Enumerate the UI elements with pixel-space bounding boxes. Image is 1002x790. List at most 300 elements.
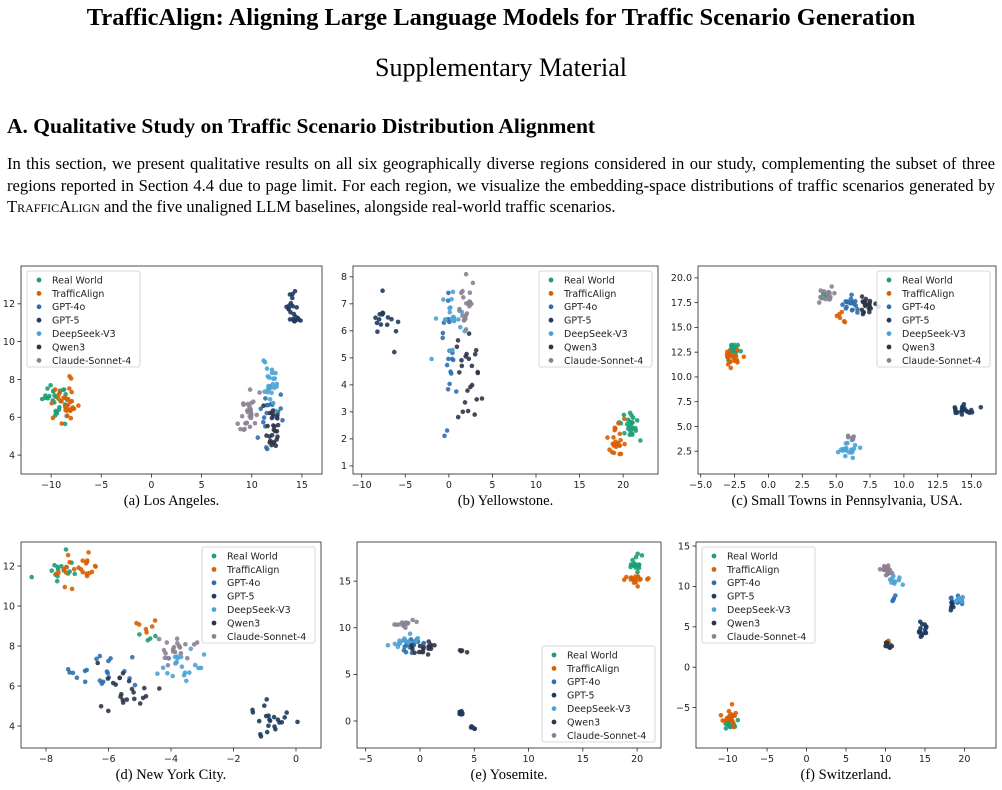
scatter-point: [867, 310, 872, 315]
scatter-point: [273, 376, 278, 381]
legend-marker: [37, 304, 42, 309]
scatter-point: [461, 410, 466, 415]
scatter-point: [99, 704, 104, 709]
y-tick-label: 12: [2, 299, 15, 311]
scatter-point: [268, 719, 273, 724]
scatter-point: [403, 626, 408, 631]
scatter-panel: [671, 266, 996, 509]
scatter-point: [611, 435, 616, 440]
legend-label: Claude-Sonnet-4: [227, 631, 307, 643]
scatter-point: [970, 410, 975, 415]
scatter-point: [901, 582, 906, 587]
x-tick-label: −10: [717, 754, 738, 765]
scatter-point: [474, 348, 479, 353]
scatter-point: [850, 308, 855, 313]
scatter-point: [843, 454, 848, 459]
legend-label: GPT-5: [567, 690, 595, 702]
legend-label: TrafficAlign: [902, 288, 955, 300]
scatter-point: [429, 357, 434, 362]
scatter-point: [263, 396, 268, 401]
scatter-point: [66, 667, 71, 672]
legend-marker: [887, 318, 892, 323]
legend-marker: [552, 693, 557, 698]
scatter-point: [55, 579, 60, 584]
scatter-point: [187, 670, 192, 675]
scatter-point: [155, 671, 160, 676]
scatter-point: [832, 291, 837, 296]
scatter-point: [407, 639, 412, 644]
scatter-point: [199, 666, 204, 671]
scatter-point: [117, 676, 122, 681]
scatter-point: [725, 716, 730, 721]
legend-label: TrafficAlign: [564, 288, 617, 300]
scatter-point: [729, 366, 734, 371]
legend-label: Real World: [727, 551, 778, 563]
scatter-point: [262, 415, 267, 420]
scatter-point: [66, 553, 71, 558]
scatter-point: [965, 409, 970, 414]
scatter-point: [617, 452, 622, 457]
scatter-point: [465, 388, 470, 393]
scatter-point: [392, 622, 397, 627]
scatter-point: [622, 413, 627, 418]
scatter-point: [127, 679, 132, 684]
scatter-point: [956, 598, 961, 603]
legend: [877, 271, 990, 367]
scatter-point: [850, 435, 855, 440]
legend-label: DeepSeek-V3: [564, 329, 628, 340]
scatter-point: [266, 713, 271, 718]
figure-caption: (f) Switzerland.: [800, 767, 892, 783]
scatter-point: [464, 327, 469, 332]
scatter-point: [841, 447, 846, 452]
scatter-point: [472, 412, 477, 417]
y-tick-label: 8: [8, 374, 15, 386]
scatter-point: [951, 605, 956, 610]
scatter-point: [253, 421, 258, 426]
scatter-point: [266, 724, 271, 729]
scatter-point: [884, 640, 889, 645]
scatter-point: [616, 421, 621, 426]
paper-subtitle: Supplementary Material: [375, 53, 627, 82]
scatter-point: [137, 632, 142, 637]
scatter-point: [451, 290, 456, 295]
legend-label: Qwen3: [567, 717, 601, 729]
scatter-point: [624, 575, 629, 580]
scatter-point: [730, 720, 735, 725]
y-tick-label: 5: [344, 669, 351, 681]
scatter-point: [630, 558, 635, 563]
scatter-point: [445, 363, 450, 368]
figure-caption: (a) Los Angeles.: [123, 493, 220, 509]
scatter-point: [65, 403, 70, 408]
scatter-point: [471, 281, 476, 286]
scatter-point: [731, 725, 736, 730]
scatter-point: [173, 650, 178, 655]
scatter-point: [397, 642, 402, 647]
scatter-point: [432, 643, 437, 648]
scatter-point: [640, 553, 645, 558]
x-tick-label: 15: [295, 480, 308, 491]
scatter-point: [817, 300, 822, 305]
scatter-point: [85, 558, 90, 563]
scatter-point: [950, 600, 955, 605]
section-heading: A. Qualitative Study on Traffic Scenario Distribution Alignment: [7, 114, 596, 138]
legend-label: GPT-4o: [52, 302, 86, 314]
legend-marker: [712, 554, 717, 559]
scatter-point: [635, 584, 640, 589]
scatter-point: [454, 389, 459, 394]
scatter-point: [264, 445, 269, 450]
scatter-point: [261, 403, 266, 408]
scatter-point: [632, 580, 637, 585]
scatter-point: [273, 429, 278, 434]
scatter-point: [441, 331, 446, 336]
scatter-point: [434, 316, 439, 321]
scatter-point: [257, 719, 262, 724]
scatter-point: [267, 385, 272, 390]
scatter-point: [248, 387, 253, 392]
scatter-point: [860, 308, 865, 313]
scatter-point: [629, 421, 634, 426]
legend: [27, 271, 140, 367]
scatter-point: [726, 355, 731, 360]
scatter-point: [291, 317, 296, 322]
scatter-point: [849, 301, 854, 306]
scatter-point: [825, 291, 830, 296]
scatter-point: [255, 435, 260, 440]
scatter-point: [161, 666, 166, 671]
legend-marker: [212, 580, 217, 585]
scatter-point: [849, 297, 854, 302]
scatter-point: [412, 651, 417, 656]
legend-marker: [887, 358, 892, 363]
scatter-point: [463, 400, 468, 405]
scatter-point: [849, 293, 854, 298]
scatter-point: [480, 396, 485, 401]
y-tick-label: 10.0: [670, 372, 692, 384]
legend-marker: [549, 358, 554, 363]
legend-marker: [212, 634, 217, 639]
method-name: TrafficAlign: [7, 197, 100, 216]
scatter-point: [280, 418, 285, 423]
scatter-point: [258, 732, 263, 737]
y-tick-label: 4: [8, 721, 15, 733]
scatter-point: [62, 567, 67, 572]
scatter-point: [851, 456, 856, 461]
scatter-point: [888, 568, 893, 573]
scatter-point: [474, 397, 479, 402]
legend-marker: [712, 594, 717, 599]
scatter-point: [953, 411, 958, 416]
scatter-point: [294, 305, 299, 310]
scatter-point: [470, 364, 475, 369]
scatter-point: [736, 718, 741, 723]
scatter-point: [272, 424, 277, 429]
legend-label: Qwen3: [564, 342, 598, 354]
legend-marker: [549, 304, 554, 309]
scatter-point: [235, 421, 240, 426]
scatter-point: [165, 640, 170, 645]
legend-label: DeepSeek-V3: [567, 704, 631, 715]
scatter-point: [272, 386, 277, 391]
paragraph-part-2: and the five unaligned LLM baselines, alongside real-world traffic scenarios.: [99, 197, 616, 216]
y-tick-label: 10: [2, 336, 15, 348]
scatter-point: [457, 307, 462, 312]
scatter-point: [844, 306, 849, 311]
scatter-point: [467, 331, 472, 336]
y-tick-label: 12: [2, 561, 15, 573]
scatter-point: [456, 317, 461, 322]
x-tick-label: 10: [522, 754, 535, 765]
scatter-point: [468, 291, 473, 296]
x-tick-label: −10: [41, 480, 62, 491]
scatter-point: [457, 370, 462, 375]
legend-marker: [549, 318, 554, 323]
scatter-point: [979, 405, 984, 410]
scatter-point: [118, 694, 123, 699]
scatter-point: [429, 646, 434, 651]
scatter-point: [735, 347, 740, 352]
scatter-point: [449, 371, 454, 376]
scatter-point: [375, 321, 380, 326]
y-tick-label: −5: [675, 702, 690, 714]
scatter-point: [70, 405, 75, 410]
x-tick-label: 15.0: [961, 480, 983, 491]
scatter-point: [261, 358, 266, 363]
scatter-point: [467, 357, 472, 362]
scatter-point: [440, 336, 445, 341]
scatter-point: [466, 409, 471, 414]
scatter-point: [404, 620, 409, 625]
scatter-point: [730, 345, 735, 350]
legend-marker: [552, 666, 557, 671]
scatter-point: [133, 683, 138, 688]
scatter-point: [622, 417, 627, 422]
scatter-point: [635, 552, 640, 557]
legend-marker: [712, 567, 717, 572]
y-tick-label: 1: [340, 461, 347, 473]
x-tick-label: 5: [842, 754, 850, 765]
legend-label: TrafficAlign: [727, 564, 780, 576]
scatter-point: [172, 645, 177, 650]
scatter-point: [240, 414, 245, 419]
scatter-point: [184, 679, 189, 684]
scatter-point: [61, 396, 66, 401]
legend-marker: [37, 331, 42, 336]
scatter-point: [465, 650, 470, 655]
legend-label: Claude-Sonnet-4: [564, 355, 644, 367]
scatter-point: [628, 577, 633, 582]
legend-marker: [37, 345, 42, 350]
scatter-point: [736, 343, 741, 348]
legend-label: GPT-4o: [902, 302, 936, 314]
y-tick-label: 20.0: [670, 273, 692, 285]
scatter-point: [292, 312, 297, 317]
scatter-point: [742, 355, 747, 360]
scatter-point: [442, 434, 447, 439]
scatter-point: [272, 715, 277, 720]
y-tick-label: 5: [683, 622, 690, 634]
scatter-point: [638, 438, 643, 443]
scatter-point: [628, 411, 633, 416]
x-tick-label: 20: [958, 754, 971, 765]
legend-marker: [552, 653, 557, 658]
scatter-point: [185, 656, 190, 661]
legend-marker: [212, 554, 217, 559]
scatter-point: [157, 686, 162, 691]
scatter-point: [163, 651, 168, 656]
scatter-point: [855, 307, 860, 312]
scatter-point: [448, 349, 453, 354]
scatter-point: [464, 272, 469, 277]
legend: [539, 271, 652, 367]
scatter-point: [638, 577, 643, 582]
scatter-point: [70, 399, 75, 404]
scatter-point: [282, 715, 287, 720]
scatter-point: [72, 572, 77, 577]
x-tick-label: 5: [198, 480, 205, 491]
y-tick-label: 7.5: [676, 396, 692, 408]
scatter-point: [29, 575, 34, 580]
legend-marker: [549, 291, 554, 296]
scatter-point: [441, 297, 446, 302]
scatter-point: [179, 651, 184, 656]
scatter-point: [886, 563, 891, 568]
scatter-point: [98, 678, 103, 683]
x-tick-label: 15: [576, 754, 589, 765]
scatter-point: [720, 718, 725, 723]
scatter-point: [949, 596, 954, 601]
scatter-point: [48, 383, 53, 388]
scatter-point: [468, 385, 473, 390]
scatter-point: [473, 352, 478, 357]
y-tick-label: 8: [340, 272, 347, 284]
scatter-point: [84, 668, 89, 673]
scatter-point: [165, 671, 170, 676]
x-tick-label: −5: [358, 754, 373, 765]
scatter-point: [446, 291, 451, 296]
scatter-point: [890, 644, 895, 649]
scatter-point: [132, 697, 137, 702]
y-tick-label: 15.0: [670, 322, 692, 334]
scatter-point: [414, 620, 419, 625]
y-tick-label: 2: [340, 434, 347, 446]
scatter-point: [888, 577, 893, 582]
scatter-point: [249, 414, 254, 419]
scatter-panel: [339, 542, 661, 783]
scatter-point: [76, 403, 81, 408]
legend-label: Real World: [52, 275, 103, 287]
scatter-point: [843, 320, 848, 325]
legend-marker: [552, 679, 557, 684]
scatter-point: [858, 446, 863, 451]
x-tick-label: 10: [879, 754, 892, 765]
scatter-point: [195, 640, 200, 645]
scatter-point: [452, 318, 457, 323]
scatter-point: [269, 391, 274, 396]
scatter-point: [396, 320, 401, 325]
scatter-point: [166, 663, 171, 668]
scatter-panel: [676, 541, 996, 783]
legend-label: GPT-5: [727, 591, 755, 603]
scatter-point: [106, 676, 111, 681]
scatter-point: [386, 643, 391, 648]
scatter-panel: [3, 542, 321, 783]
legend-marker: [212, 621, 217, 626]
scatter-point: [67, 386, 72, 391]
scatter-point: [94, 657, 99, 662]
legend-label: Real World: [902, 275, 953, 287]
legend-label: GPT-5: [902, 315, 930, 327]
scatter-point: [55, 565, 60, 570]
scatter-point: [461, 295, 466, 300]
scatter-point: [394, 329, 399, 334]
scatter-point: [180, 664, 185, 669]
legend-label: TrafficAlign: [52, 288, 105, 300]
legend-label: DeepSeek-V3: [902, 329, 966, 340]
x-tick-label: −2: [226, 754, 241, 765]
scatter-point: [380, 288, 385, 293]
scatter-point: [54, 572, 59, 577]
scatter-point: [626, 418, 631, 423]
scatter-point: [459, 712, 464, 717]
scatter-point: [72, 567, 77, 572]
scatter-point: [150, 624, 155, 629]
legend-label: GPT-4o: [727, 578, 761, 590]
legend-marker: [712, 607, 717, 612]
scatter-point: [284, 305, 289, 310]
x-tick-label: 2.5: [794, 480, 810, 491]
x-tick-label: −5: [760, 754, 775, 765]
scatter-point: [67, 560, 72, 565]
legend-marker: [549, 278, 554, 283]
scatter-point: [262, 389, 267, 394]
scatter-point: [410, 618, 415, 623]
scatter-point: [836, 450, 841, 455]
scatter-point: [470, 725, 475, 730]
scatter-point: [730, 702, 735, 707]
legend-label: GPT-5: [227, 591, 255, 603]
scatter-point: [248, 407, 253, 412]
scatter-point: [272, 724, 277, 729]
legend-label: Claude-Sonnet-4: [567, 730, 647, 742]
legend-label: Qwen3: [227, 618, 261, 630]
scatter-point: [867, 304, 872, 309]
scatter-point: [265, 366, 270, 371]
scatter-point: [242, 427, 247, 432]
legend-marker: [212, 607, 217, 612]
scatter-point: [279, 392, 284, 397]
scatter-point: [828, 296, 833, 301]
x-tick-label: 15: [573, 480, 586, 491]
scatter-point: [49, 568, 54, 573]
scatter-point: [459, 649, 464, 654]
scatter-point: [634, 428, 639, 433]
legend-label: Qwen3: [902, 342, 936, 354]
scatter-point: [95, 661, 100, 666]
legend-label: GPT-4o: [227, 578, 261, 590]
scatter-point: [421, 647, 426, 652]
scatter-point: [924, 624, 929, 629]
scatter-point: [861, 300, 866, 305]
legend-label: Qwen3: [52, 342, 86, 354]
legend-marker: [549, 345, 554, 350]
legend-marker: [212, 594, 217, 599]
y-tick-label: 3: [340, 407, 347, 419]
scatter-point: [445, 428, 450, 433]
scatter-point: [919, 632, 924, 637]
